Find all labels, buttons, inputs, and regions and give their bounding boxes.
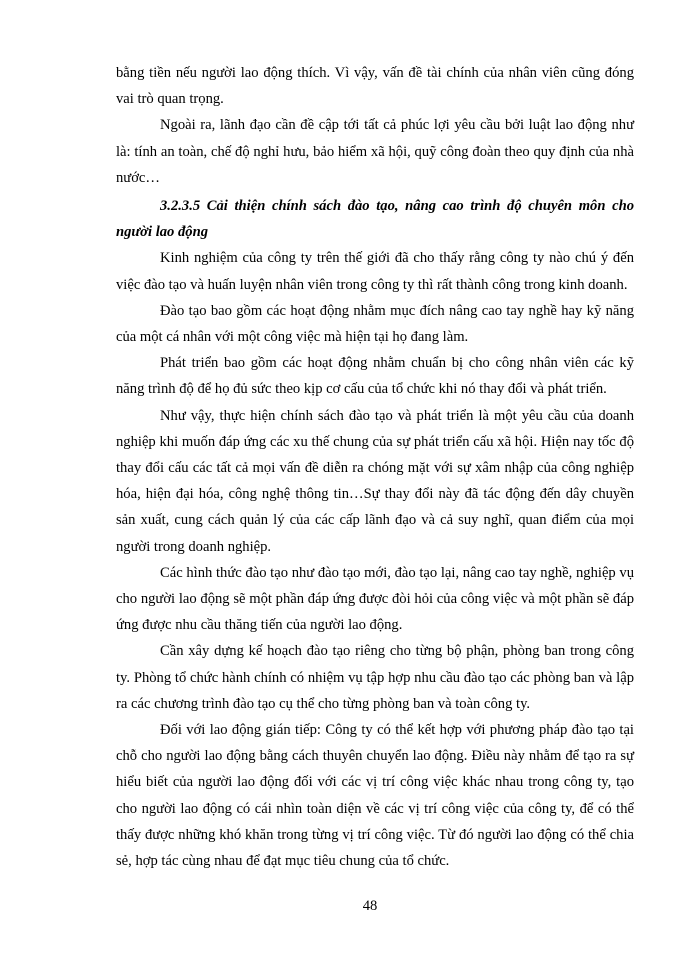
- paragraph-training-definition: Đào tạo bao gồm các hoạt động nhằm mục đích nâng cao tay nghề hay kỹ năng của một cá nhân với một công việc mà hiện tại họ đang làm.: [116, 302, 634, 346]
- paragraph-training-forms: Các hình thức đào tạo như đào tạo mới, đào tạo lại, nâng cao tay nghề, nghiệp vụ cho người lao động sẽ một phần đáp ứng được đòi hỏi của công việc và một phần sẽ đáp ứng được nhu cầu thăng tiến của người lao động.: [116, 564, 634, 634]
- paragraph-continuation: bằng tiền nếu người lao động thích. Vì vậy, vấn đề tài chính của nhân viên cũng đóng vai trò quan trọng.: [116, 65, 634, 108]
- paragraph-experience: Kinh nghiệm của công ty trên thế giới đã cho thấy rằng công ty nào chú ý đến việc đào tạo và huấn luyện nhân viên trong công ty thì rất thành công trong kinh doanh.: [116, 250, 634, 293]
- paragraph-development-definition: Phát triển bao gồm các hoạt động nhằm chuẩn bị cho công nhân viên các kỹ năng trình độ để họ đủ sức theo kịp cơ cấu của tổ chức khi nó thay đổi và phát triển.: [116, 355, 634, 398]
- paragraph-training-plan: Cần xây dựng kế hoạch đào tạo riêng cho từng bộ phận, phòng ban trong công ty. Phòng tổ chức hành chính có nhiệm vụ tập hợp nhu cầu đào tạo các phòng ban và lập ra các chương trình đào tạo cụ thể cho từng phòng ban và toàn công ty.: [116, 643, 634, 712]
- page-number: 48: [362, 898, 378, 914]
- paragraph-policy: Như vậy, thực hiện chính sách đào tạo và phát triển là một yêu cầu của doanh nghiệp khi muốn đáp ứng các xu thế chung của sự phát triển cấu xã hội. Hiện nay tốc độ thay đổi cấu các tất cả mọi vấn đề diễn ra chóng mặt với sự xâm nhập của công nghiệp hóa, hiện đại hóa, công nghệ thông tin…Sự thay đổi này đã tác động đến dây chuyền sản xuất, cung cách quản lý của các cấp lãnh đạo và cả suy nghĩ, quan điểm của mọi người trong doanh nghiệp.: [116, 407, 634, 555]
- section-heading: 3.2.3.5 Cải thiện chính sách đào tạo, nâng cao trình độ chuyên môn cho người lao động: [116, 198, 634, 241]
- paragraph-indirect-labor: Đối với lao động gián tiếp: Công ty có thể kết hợp với phương pháp đào tạo tại chỗ cho người lao động bằng cách thuyên chuyển lao động. Điều này nhằm để tạo ra sự hiểu biết của người lao động đối với các vị trí công việc khác nhau trong công ty, tạo cho người lao động có cái nhìn toàn diện về các vị trí công việc của công ty, để có thể thấy được những khó khăn trong từng vị trí công việc. Từ đó người lao động có thể chia sẻ, hợp tác cùng nhau để đạt mục tiêu chung của tổ chức.: [116, 722, 634, 870]
- paragraph-benefits: Ngoài ra, lãnh đạo cần đề cập tới tất cả phúc lợi yêu cầu bởi luật lao động như là: tính an toàn, chế độ nghỉ hưu, bảo hiểm xã hội, quỹ công đoàn theo quy định của nhà nước…: [116, 117, 634, 186]
